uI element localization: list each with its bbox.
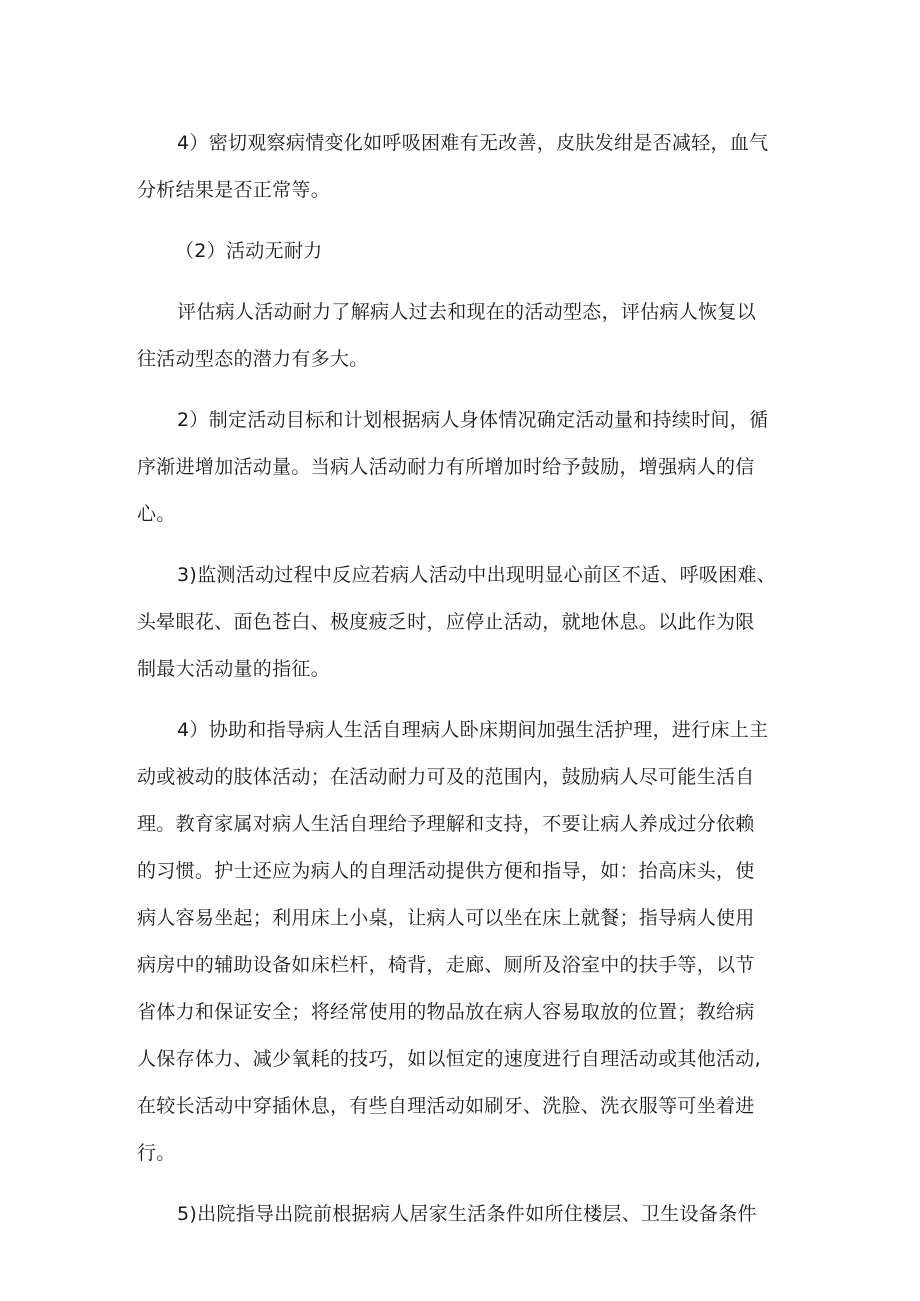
text-line: 制最大活动量的指征。	[137, 658, 331, 680]
text-line: 病房中的辅助设备如床栏杆，椅背，走廊、厕所及浴室中的扶手等，以节	[137, 954, 755, 976]
paragraph-monitoring	[137, 552, 787, 693]
paragraph-self-care	[137, 707, 787, 1177]
text-line: 理。教育家属对病人生活自理给予理解和支持，不要让病人养成过分依赖	[137, 813, 755, 835]
text-line: 2）制定活动目标和计划根据病人身体情况确定活动量和持续时间，循	[177, 409, 769, 431]
text-line: 动或被动的肢体活动；在活动耐力可及的范围内，鼓励病人尽可能生活自	[137, 766, 755, 788]
text-line: 分析结果是否正常等。	[137, 179, 331, 201]
text-line: 序渐进增加活动量。当病人活动耐力有所增加时给予鼓励，增强病人的信	[137, 456, 755, 478]
paragraph-assessment	[137, 289, 787, 383]
text-line: 4）密切观察病情变化如呼吸困难有无改善，皮肤发绀是否减轻，血气	[177, 132, 769, 154]
text-line: 行。	[137, 1142, 176, 1164]
text-line: 的习惯。护士还应为病人的自理活动提供方便和指导，如：抬高床头，使	[137, 860, 755, 882]
text-line: 评估病人活动耐力了解病人过去和现在的活动型态，评估病人恢复以	[177, 301, 757, 323]
text-line: 人保存体力、减少氧耗的技巧，如以恒定的速度进行自理活动或其他活动,	[137, 1048, 761, 1070]
heading-text: （2）活动无耐力	[175, 240, 323, 262]
text-line: 在较长活动中穿插休息，有些自理活动如刷牙、洗脸、洗衣服等可坐着进	[137, 1095, 755, 1117]
paragraph-discharge	[137, 1191, 787, 1238]
section-heading	[137, 228, 787, 275]
text-line: 病人容易坐起；利用床上小桌，让病人可以坐在床上就餐；指导病人使用	[137, 907, 755, 929]
text-line: 3)监测活动过程中反应若病人活动中出现明显心前区不适、呼吸困难、	[177, 564, 777, 586]
paragraph-observation	[137, 120, 787, 214]
paragraph-activity-plan	[137, 397, 787, 538]
text-line: 头晕眼花、面色苍白、极度疲乏时，应停止活动，就地休息。以此作为限	[137, 611, 755, 633]
document-body	[137, 120, 787, 1252]
text-line: 往活动型态的潜力有多大。	[137, 348, 369, 370]
text-line: 省体力和保证安全；将经常使用的物品放在病人容易取放的位置；教给病	[137, 1001, 755, 1023]
text-line: 5)出院指导出院前根据病人居家生活条件如所住楼层、卫生设备条件	[177, 1203, 757, 1225]
text-line: 4）协助和指导病人生活自理病人卧床期间加强生活护理，进行床上主	[177, 719, 769, 741]
text-line: 心。	[137, 503, 176, 525]
